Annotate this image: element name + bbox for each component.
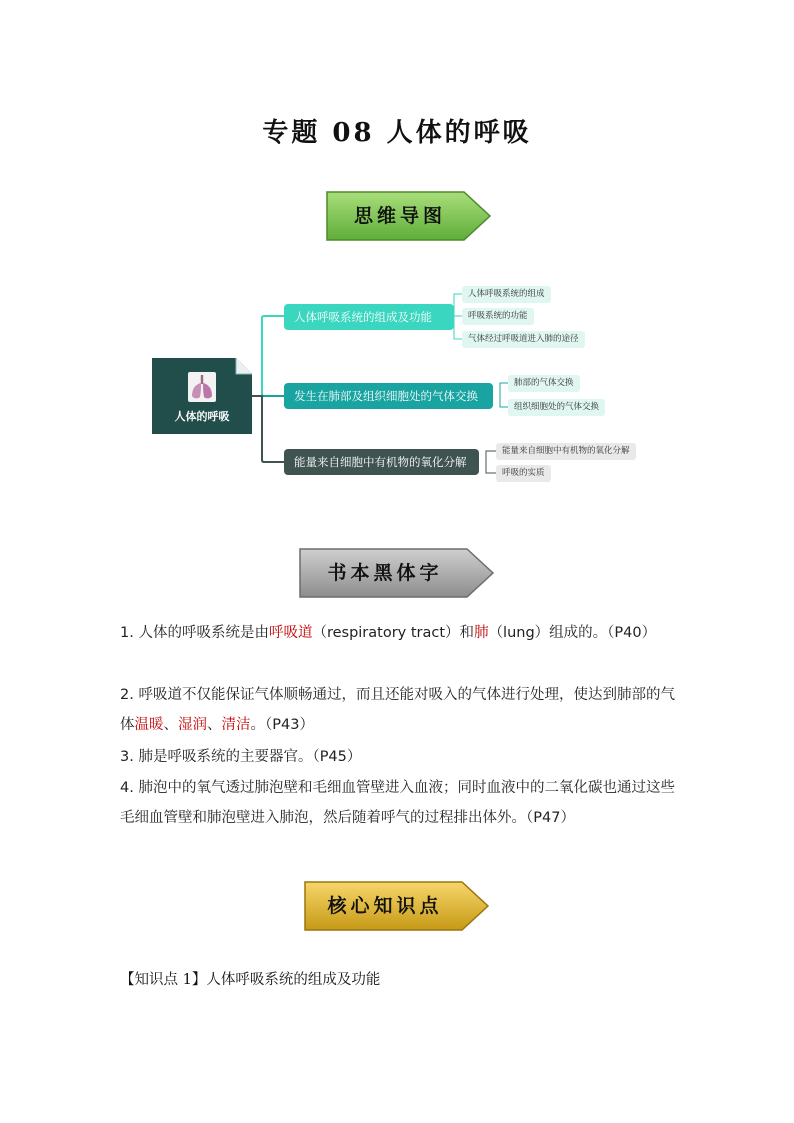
core-banner-label: 核心知识点	[327, 895, 443, 917]
highlight-text: 呼吸道	[268, 625, 313, 641]
text-run: 、	[163, 717, 178, 733]
text-run: （lung）组成的。（P40）	[488, 625, 657, 641]
mindmap-root-node	[152, 358, 252, 434]
mindmap-branch-1: 人体呼吸系统的组成及功能	[284, 304, 454, 330]
textbook-point-3	[120, 742, 680, 772]
text-run: 4. 肺泡中的氧气透过肺泡壁和毛细血管壁进入血液；同时血液中的二氧化碳也通过这些毛细血管壁和肺泡壁进入肺泡，然后随着呼气的过程排出体外。（P47）	[120, 780, 675, 826]
lungs-icon	[188, 372, 216, 402]
core-banner	[304, 881, 490, 931]
mindmap-leaf: 呼吸系统的功能	[462, 308, 534, 325]
mindmap-leaf: 呼吸的实质	[496, 465, 551, 482]
text-run: 。（P43）	[250, 717, 314, 733]
textbook-banner-label: 书本黑体字	[327, 562, 443, 584]
textbook-point-4	[120, 773, 680, 833]
mindmap-leaf: 人体呼吸系统的组成	[462, 286, 551, 303]
highlight-text: 肺	[474, 625, 489, 641]
mindmap-root-label: 人体的呼吸	[174, 410, 230, 423]
mindmap-branch-3: 能量来自细胞中有机物的氧化分解	[284, 449, 479, 475]
knowledge-point-heading: 【知识点 1】人体呼吸系统的组成及功能	[120, 972, 381, 988]
mindmap-leaf: 肺部的气体交换	[508, 375, 580, 392]
mindmap-branch-2: 发生在肺部及组织细胞处的气体交换	[284, 383, 493, 409]
highlight-text: 温暖	[134, 717, 164, 733]
text-run: 2. 呼吸道不仅能保证气体顺畅通过，而且还能对吸入的气体进行处理，使达到肺部的气体	[120, 687, 675, 733]
mindmap-leaf: 气体经过呼吸道进入肺的途径	[462, 331, 585, 348]
textbook-point-2	[120, 680, 680, 740]
textbook-banner	[299, 548, 495, 598]
textbook-point-1	[120, 618, 680, 648]
highlight-text: 湿润	[178, 717, 207, 733]
text-run: 、	[207, 717, 222, 733]
highlight-text: 清洁	[221, 717, 251, 733]
text-run: 1. 人体的呼吸系统是由	[120, 625, 269, 641]
text-run: （respiratory tract）和	[312, 625, 475, 641]
mindmap-banner-label: 思维导图	[353, 205, 446, 227]
text-run: 3. 肺是呼吸系统的主要器官。（P45）	[120, 749, 362, 765]
page-title: 专题 08 人体的呼吸	[262, 118, 532, 148]
mindmap-leaf: 组织细胞处的气体交换	[508, 399, 605, 416]
mindmap-leaf: 能量来自细胞中有机物的氧化分解	[496, 443, 636, 460]
